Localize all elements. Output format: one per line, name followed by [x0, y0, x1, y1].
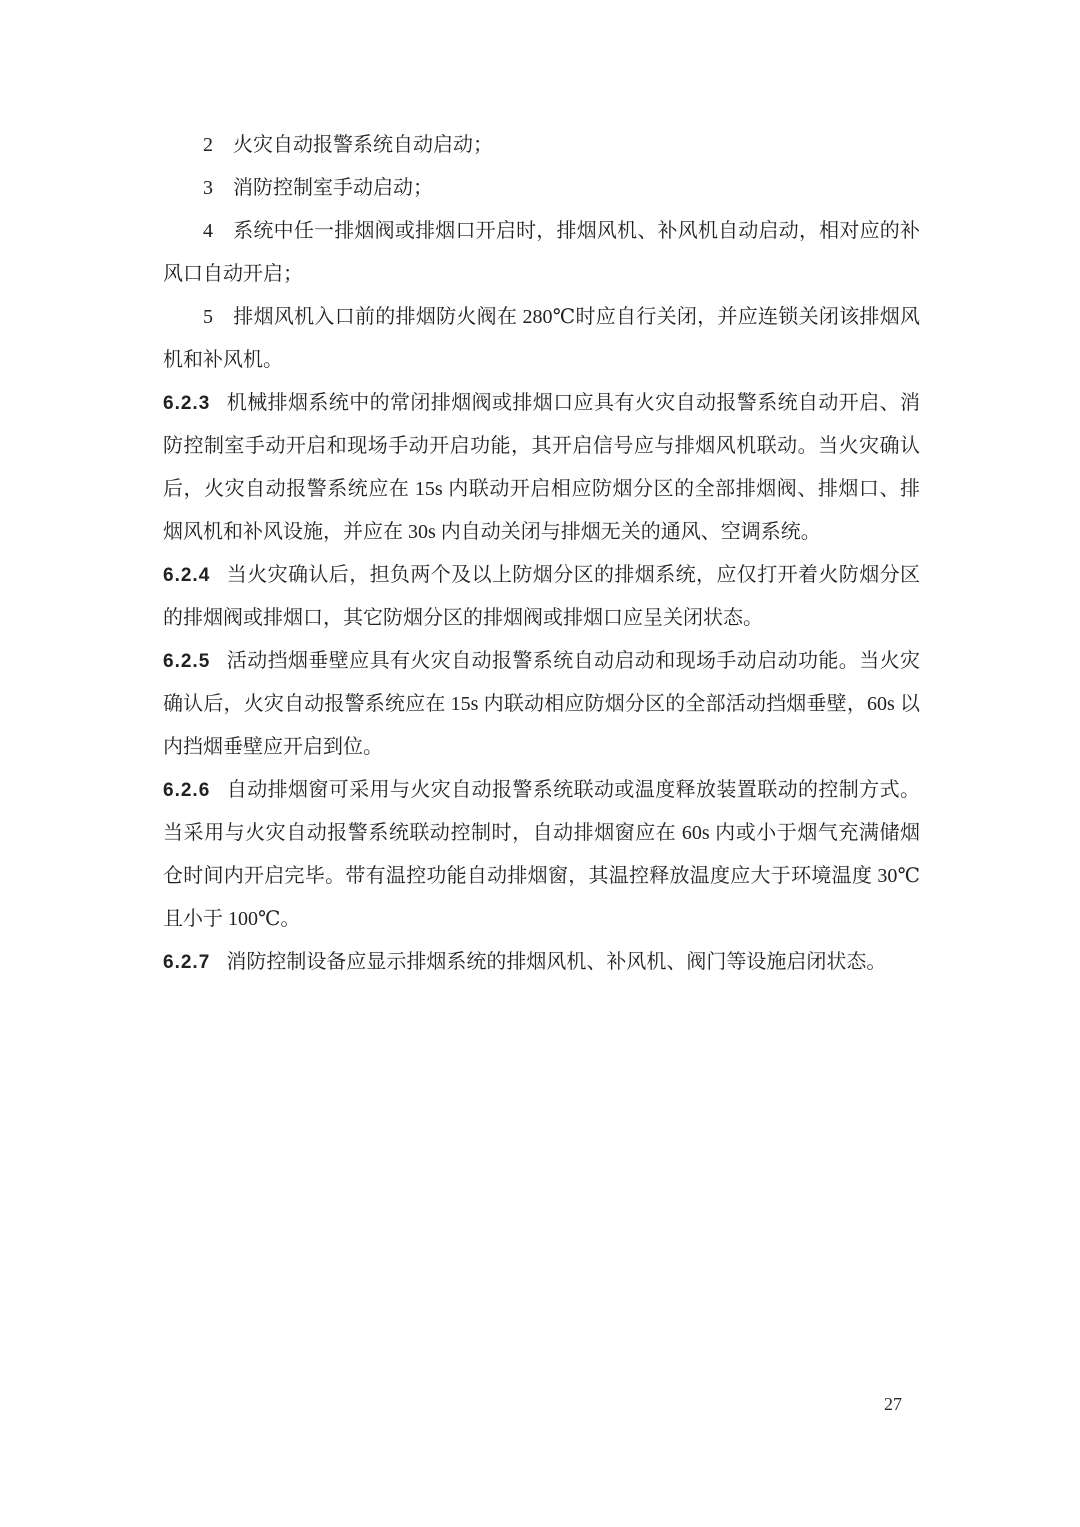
clause-number: 6.2.7: [163, 952, 211, 973]
clause-text: 消防控制设备应显示排烟系统的排烟风机、补风机、阀门等设施启闭状态。: [226, 951, 887, 973]
list-item-text: 消防控制室手动启动；: [233, 177, 433, 199]
list-item: [163, 296, 920, 382]
clause: [163, 941, 920, 984]
list-item-text: 火灾自动报警系统自动启动；: [233, 134, 493, 156]
clause-number: 6.2.4: [163, 565, 211, 586]
clause: [163, 769, 920, 941]
list-item-text: 系统中任一排烟阀或排烟口开启时，排烟风机、补风机自动启动，相对应的补风口自动开启；: [163, 220, 920, 285]
document-body: [163, 124, 920, 984]
list-item: [163, 210, 920, 296]
clause-text: 机械排烟系统中的常闭排烟阀或排烟口应具有火灾自动报警系统自动开启、消防控制室手动开启和现场手动开启功能，其开启信号应与排烟风机联动。当火灾确认后，火灾自动报警系统应在 15s 内联动开启相应防烟分区的全部排烟阀、排烟口、排烟风机和补风设施，并应在 30s 内自动关闭与排烟无关的通风、空调系统。: [163, 392, 920, 543]
clause: [163, 640, 920, 769]
clause-text: 当火灾确认后，担负两个及以上防烟分区的排烟系统，应仅打开着火防烟分区的排烟阀或排烟口，其它防烟分区的排烟阀或排烟口应呈关闭状态。: [163, 564, 920, 629]
clause: [163, 382, 920, 554]
list-item: [163, 167, 920, 210]
clause-number: 6.2.3: [163, 393, 211, 414]
clause-text: 活动挡烟垂壁应具有火灾自动报警系统自动启动和现场手动启动功能。当火灾确认后，火灾自动报警系统应在 15s 内联动相应防烟分区的全部活动挡烟垂壁，60s 以内挡烟垂壁应开启到位。: [163, 650, 920, 758]
list-item-text: 排烟风机入口前的排烟防火阀在 280℃时应自行关闭，并应连锁关闭该排烟风机和补风机。: [163, 306, 920, 371]
clause: [163, 554, 920, 640]
list-item-number: 5: [203, 306, 213, 328]
clause-number: 6.2.5: [163, 651, 211, 672]
list-item: [163, 124, 920, 167]
page-number: 27: [884, 1394, 902, 1414]
list-item-number: 4: [203, 220, 213, 242]
list-item-number: 3: [203, 177, 213, 199]
clause-text: 自动排烟窗可采用与火灾自动报警系统联动或温度释放装置联动的控制方式。当采用与火灾自动报警系统联动控制时，自动排烟窗应在 60s 内或小于烟气充满储烟仓时间内开启完毕。带有温控功能自动排烟窗，其温控释放温度应大于环境温度 30℃且小于 100℃。: [163, 779, 920, 930]
list-item-number: 2: [203, 134, 213, 156]
clause-number: 6.2.6: [163, 780, 211, 801]
